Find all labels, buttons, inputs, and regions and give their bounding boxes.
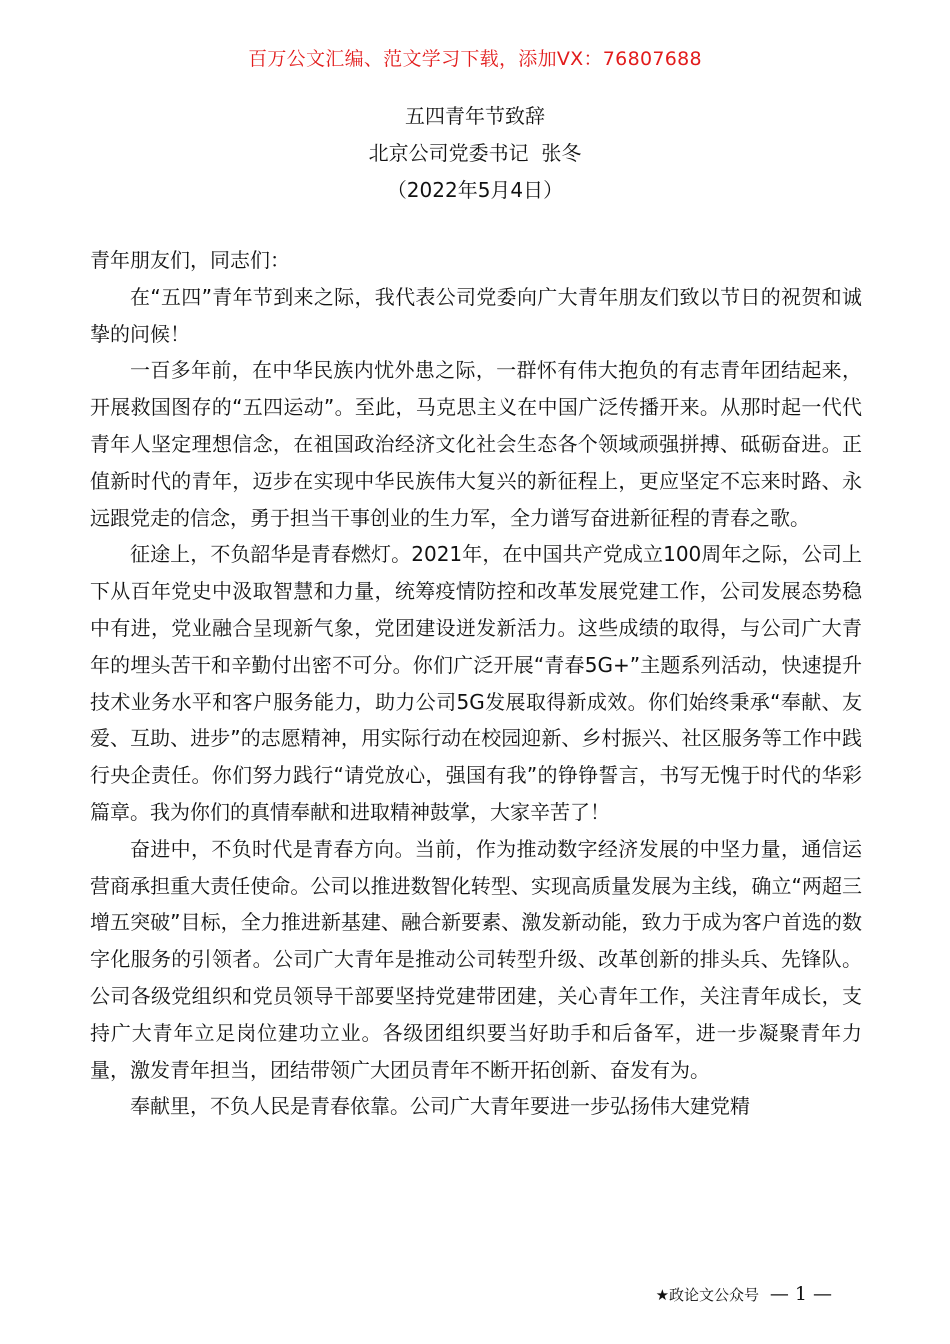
paragraph: 奉献里，不负人民是青春依靠。公司广大青年要进一步弘扬伟大建党精 bbox=[130, 1094, 750, 1119]
page-number: — 1 — bbox=[769, 1283, 832, 1305]
salutation: 青年朋友们，同志们： bbox=[90, 248, 290, 272]
paragraph: 在“五四”青年节到来之际，我代表公司党委向广大青年朋友们致以节日的祝贺和诚挚的问候！ bbox=[90, 284, 862, 346]
paragraph: 征途上，不负韶华是青春燃灯。2021年，在中国共产党成立100周年之际，公司上下从百年党史中汲取智慧和力量，统筹疫情防控和改革发展党建工作，公司发展态势稳中有进，党业融合呈现新气象，党团建设迸发新活力。这些成绩的取得，与公司广大青年的埋头苦干和辛勤付出密不可分。你们广泛开展“青春5G+”主题系列活动，快速提升技术业务水平和客户服务能力，助力公司5G发展取得新成效。你们始终秉承“奉献、友爱、互助、进步”的志愿精神，用实际行动在校园迎新、乡村振兴、社区服务等工作中践行央企责任。你们努力践行“请党放心，强国有我”的铮铮誓言，书写无愧于时代的华彩篇章。我为你们的真情奉献和进取精神鼓掌，大家辛苦了！ bbox=[90, 542, 862, 824]
date-line: （2022年5月4日） bbox=[386, 178, 564, 202]
paragraph: 奋进中，不负时代是青春方向。当前，作为推动数字经济发展的中坚力量，通信运营商承担重大责任使命。公司以推进数智化转型、实现高质量发展为主线，确立“两超三增五突破”目标，全力推进新基建、融合新要素、激发新动能，致力于成为客户首选的数字化服务的引领者。公司广大青年是推动公司转型升级、改革创新的排头兵、先锋队。公司各级党组织和党员领导干部要坚持党建带团建，关心青年工作，关注青年成长，支持广大青年立足岗位建功立业。各级团组织要当好助手和后备军，进一步凝聚青年力量，激发青年担当，团结带领广大团员青年不断开拓创新、奋发有为。 bbox=[90, 836, 862, 1082]
document-body bbox=[90, 242, 862, 1125]
footer-source: ★政论文公众号 bbox=[655, 1286, 760, 1304]
title-block bbox=[0, 98, 950, 209]
paragraph: 一百多年前，在中华民族内忧外患之际，一群怀有伟大抱负的有志青年团结起来，开展救国图存的“五四运动”。至此，马克思主义在中国广泛传播开来。从那时起一代代青年人坚定理想信念，在祖国政治经济文化社会生态各个领域顽强拼搏、砥砺奋进。正值新时代的青年，迈步在实现中华民族伟大复兴的新征程上，更应坚定不忘来时路、永远跟党走的信念，勇于担当干事创业的生力军，全力谱写奋进新征程的青春之歌。 bbox=[90, 358, 862, 530]
page-footer bbox=[656, 1283, 832, 1306]
author-line: 北京公司党委书记 张冬 bbox=[368, 141, 582, 165]
document-title: 五四青年节致辞 bbox=[405, 104, 545, 128]
header-banner: 百万公文汇编、范文学习下载，添加VX：76807688 bbox=[248, 48, 702, 70]
